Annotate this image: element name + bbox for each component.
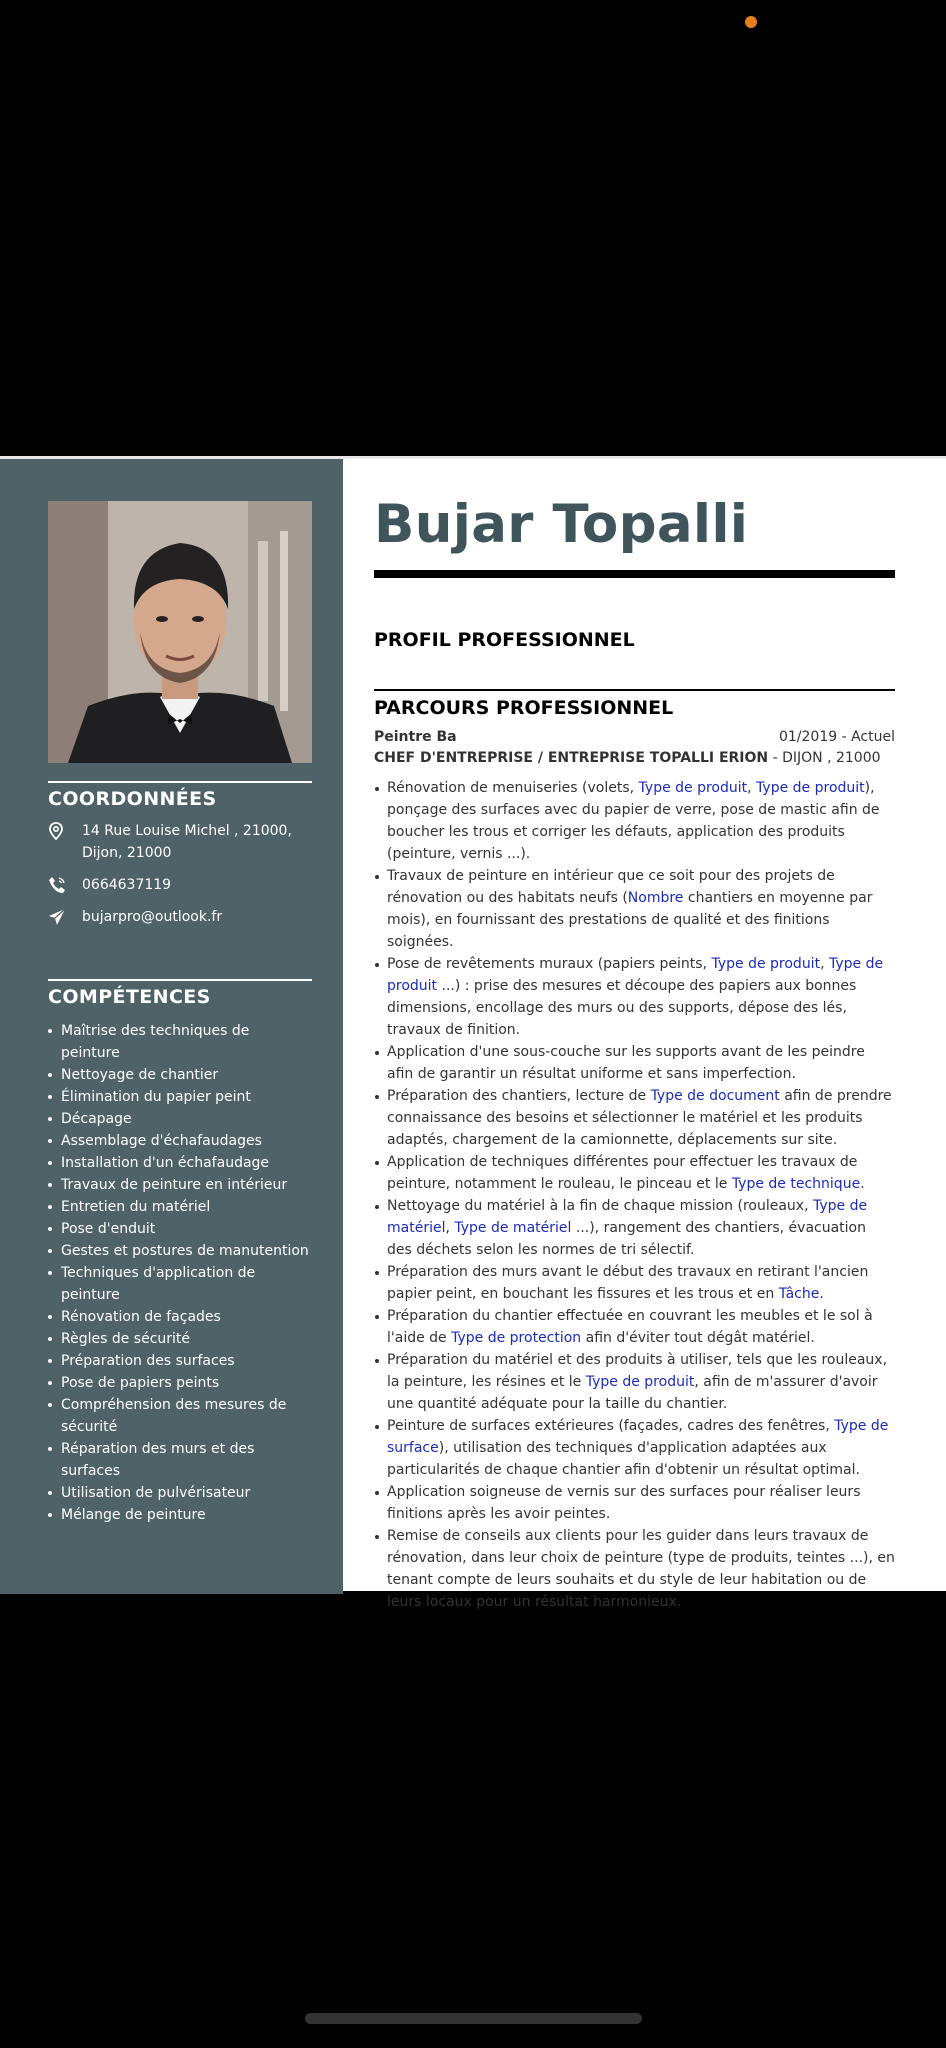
placeholder-link[interactable]: Type de produit <box>638 780 748 796</box>
task-text: afin d'éviter tout dégât matériel. <box>581 1330 815 1346</box>
company-line <box>374 750 881 766</box>
task-text: Application d'une sous-couche sur les supports avant de les peindre afin de garantir un résultat uniforme et sans imperfection. <box>387 1044 865 1082</box>
task-text: Préparation du matériel et des produits à utiliser, tels que les rouleaux, la peinture, les résines et le <box>387 1352 888 1390</box>
skill-item: Compréhension des mesures de sécurité <box>48 1394 312 1438</box>
candidate-name: Bujar Topalli <box>374 494 749 555</box>
skill-item: Préparation des surfaces <box>48 1350 312 1372</box>
home-indicator[interactable] <box>305 2013 642 2024</box>
task-text: Préparation du chantier effectuée en couvrant les meubles et le sol à l'aide de <box>387 1308 873 1346</box>
task-text: Travaux de peinture en intérieur que ce soit pour des projets de rénovation ou des habitats neufs ( <box>387 868 835 906</box>
task-item <box>374 865 895 953</box>
skill-item: Techniques d'application de peinture <box>48 1262 312 1306</box>
send-paper-plane-icon <box>48 906 82 926</box>
skill-item: Maîtrise des techniques de peinture <box>48 1020 312 1064</box>
skill-item: Pose de papiers peints <box>48 1372 312 1394</box>
address-text: 14 Rue Louise Michel , 21000, Dijon, 21000 <box>82 823 292 861</box>
task-text: Préparation des chantiers, lecture de <box>387 1088 651 1104</box>
skill-item: Mélange de peinture <box>48 1504 312 1526</box>
job-dates: 01/2019 - Actuel <box>778 729 895 745</box>
placeholder-link[interactable]: Type de matériel <box>387 1198 868 1236</box>
task-text: . <box>860 1176 865 1192</box>
phone-icon <box>48 874 82 894</box>
skill-item: Assemblage d'échafaudages <box>48 1130 312 1152</box>
placeholder-link[interactable]: Type de surface <box>387 1418 889 1456</box>
skill-item: Installation d'un échafaudage <box>48 1152 312 1174</box>
skill-item: Élimination du papier peint <box>48 1086 312 1108</box>
profile-heading: PROFIL PROFESSIONNEL <box>374 629 635 651</box>
placeholder-link[interactable]: Nombre <box>627 890 684 906</box>
task-text: Préparation des murs avant le début des travaux en retirant l'ancien papier peint, en bouchant les fissures et les trous et en <box>387 1264 869 1302</box>
task-text: Nettoyage du matériel à la fin de chaque mission (rouleaux, <box>387 1198 813 1214</box>
company-location: - DIJON , 21000 <box>768 750 881 766</box>
task-text: , <box>820 956 829 972</box>
skill-item: Entretien du matériel <box>48 1196 312 1218</box>
placeholder-link[interactable]: Type de produit <box>711 956 821 972</box>
skill-item: Utilisation de pulvérisateur <box>48 1482 312 1504</box>
email-row <box>48 906 312 928</box>
task-item <box>374 1085 895 1151</box>
task-text: afin de prendre connaissance des besoins et sélectionner le matériel et les produits adaptés, chargement de la camionnette, déplacements sur site. <box>387 1088 892 1148</box>
task-text: Application de techniques différentes pour effectuer les travaux de peinture, notamment le rouleau, le pinceau et le <box>387 1154 858 1192</box>
skill-item: Travaux de peinture en intérieur <box>48 1174 312 1196</box>
experience-heading: PARCOURS PROFESSIONNEL <box>374 697 674 719</box>
skill-item: Nettoyage de chantier <box>48 1064 312 1086</box>
task-item <box>374 1305 895 1349</box>
skill-item: Décapage <box>48 1108 312 1130</box>
placeholder-link[interactable]: Type de protection <box>451 1330 582 1346</box>
task-text: ...) : prise des mesures et découpe des papiers aux bonnes dimensions, encollage des murs ou des supports, dépose des lés, travaux de finition. <box>387 978 857 1038</box>
skills-list <box>48 1020 312 1526</box>
task-item <box>374 1481 895 1525</box>
task-text: Application soigneuse de vernis sur des surfaces pour réaliser leurs finitions après les avoir peintes. <box>387 1484 861 1522</box>
section-divider <box>48 781 312 783</box>
task-item <box>374 1415 895 1481</box>
task-item <box>374 953 895 1041</box>
placeholder-link[interactable]: Tâche <box>778 1286 820 1302</box>
location-pin-icon <box>48 820 82 840</box>
task-item <box>374 1041 895 1085</box>
placeholder-link[interactable]: Type de technique <box>731 1176 861 1192</box>
placeholder-link[interactable]: Type de produit <box>756 780 865 796</box>
task-text: ), ponçage des surfaces avec du papier de verre, pose de mastic afin de boucher les trous et corriger les défauts, application des produits (peinture, vernis ...). <box>387 780 880 862</box>
task-text: chantiers en moyenne par mois), en fournissant des prestations de qualité et des finitions soignées. <box>387 890 873 950</box>
placeholder-link[interactable]: Type de matériel <box>454 1220 572 1236</box>
task-text: Peinture de surfaces extérieures (façades, cadres des fenêtres, <box>387 1418 835 1434</box>
company-name: CHEF D'ENTREPRISE / ENTREPRISE TOPALLI ERION <box>374 750 769 766</box>
task-text: , <box>445 1220 455 1236</box>
skill-item: Gestes et postures de manutention <box>48 1240 312 1262</box>
job-header <box>374 729 895 745</box>
address-row <box>48 820 312 864</box>
email-text: bujarpro@outlook.fr <box>82 909 223 925</box>
task-text: . <box>819 1286 824 1302</box>
skill-item: Pose d'enduit <box>48 1218 312 1240</box>
section-divider <box>48 979 312 981</box>
profile-photo <box>48 501 312 763</box>
task-text: Remise de conseils aux clients pour les guider dans leurs travaux de rénovation, dans leur choix de peinture (type de produits, teintes ...), en tenant compte de leurs souhaits et du style de leur habitation ou de leurs locaux pour un résultat harmonieux. <box>387 1528 895 1610</box>
task-item <box>374 1151 895 1195</box>
section-divider <box>374 689 895 691</box>
resume-page <box>0 456 946 1610</box>
placeholder-link[interactable]: Type de produit <box>585 1374 695 1390</box>
task-item <box>374 1525 895 1613</box>
phone-text: 0664637119 <box>82 877 172 893</box>
task-item <box>374 1349 895 1415</box>
task-text: Rénovation de menuiseries (volets, <box>387 780 639 796</box>
task-list <box>374 777 895 1613</box>
placeholder-link[interactable]: Type de document <box>650 1088 780 1104</box>
task-text: , <box>747 780 757 796</box>
job-title: Peintre Ba <box>374 729 457 745</box>
task-item <box>374 777 895 865</box>
name-underline <box>374 570 895 578</box>
phone-row <box>48 874 312 896</box>
contact-heading: COORDONNÉES <box>48 788 217 810</box>
skill-item: Règles de sécurité <box>48 1328 312 1350</box>
task-text: ), utilisation des techniques d'application adaptées aux particularités de chaque chantier afin d'obtenir un résultat optimal. <box>387 1440 860 1478</box>
task-text: ...), rangement des chantiers, évacuation des déchets selon les normes de tri sélectif. <box>387 1220 866 1258</box>
skills-section <box>48 979 312 1526</box>
recording-dot-icon <box>745 16 757 28</box>
placeholder-link[interactable]: Type de produit <box>387 956 884 994</box>
skill-item: Rénovation de façades <box>48 1306 312 1328</box>
skill-item: Réparation des murs et des surfaces <box>48 1438 312 1482</box>
skills-heading: COMPÉTENCES <box>48 986 211 1008</box>
contact-section <box>48 781 312 928</box>
task-item <box>374 1261 895 1305</box>
task-text: , afin de m'assurer d'avoir une quantité adéquate pour la taille du chantier. <box>387 1374 878 1412</box>
resume-sidebar <box>0 459 343 1594</box>
task-text: Pose de revêtements muraux (papiers peints, <box>387 956 712 972</box>
task-item <box>374 1195 895 1261</box>
